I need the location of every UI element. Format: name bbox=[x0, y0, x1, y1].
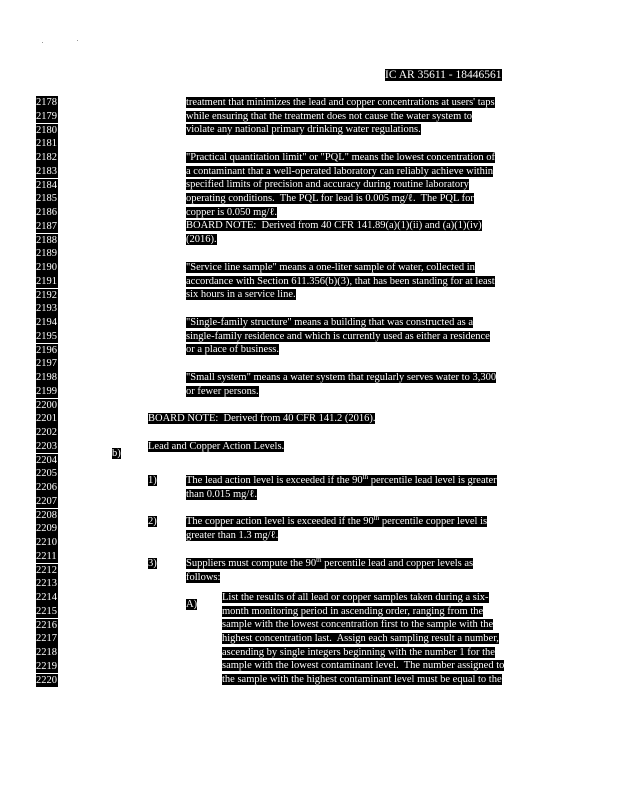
section-heading-action-levels bbox=[148, 440, 284, 454]
text-line: single-family residence and which is currently used as either a residence bbox=[186, 330, 490, 342]
paragraph-treatment bbox=[186, 96, 495, 137]
text-line: highest concentration last. Assign each sampling result a number, bbox=[222, 633, 499, 645]
text-line: (2016). bbox=[186, 234, 217, 246]
line-number: 2215 bbox=[36, 605, 57, 617]
line-number: 2206 bbox=[36, 482, 57, 493]
marker-b: b) bbox=[112, 448, 121, 459]
scan-speck bbox=[42, 42, 43, 43]
board-note bbox=[148, 412, 375, 426]
line-number: 2197 bbox=[36, 358, 57, 370]
paragraph-service-line-sample bbox=[186, 261, 495, 302]
document-code-header: IC AR 35611 - 18446561 bbox=[385, 69, 502, 81]
line-number: 2186 bbox=[36, 207, 57, 218]
line-number: 2209 bbox=[36, 523, 57, 535]
line-number: 2218 bbox=[36, 647, 57, 658]
text-line: sample with the lowest contaminant level. The number assigned to bbox=[222, 660, 505, 672]
paragraph-copper-action-level: The copper action level is exceeded if the 90th percentile copper level is greater than 1.3 mg/ℓ. bbox=[186, 514, 488, 541]
line-number: 2192 bbox=[36, 289, 57, 301]
text-line: or fewer persons. bbox=[186, 385, 259, 397]
line-number: 2182 bbox=[36, 152, 57, 163]
marker-3: 3) bbox=[148, 558, 157, 569]
line-number: 2191 bbox=[36, 275, 57, 287]
line-number: 2205 bbox=[36, 468, 57, 480]
text-line: "Small system" means a water system that regularly serves water to 3,300 bbox=[186, 372, 497, 383]
line-number: 2199 bbox=[36, 385, 57, 397]
text-line: ascending by single integers beginning with the number 1 for the bbox=[222, 646, 495, 658]
text-line: accordance with Section 611.356(b)(3), that has been standing for at least bbox=[186, 275, 495, 287]
paragraph-pql-definition bbox=[186, 151, 495, 247]
text-line: "Single-family structure" means a building that was constructed as a bbox=[186, 317, 474, 328]
text-line: the sample with the highest contaminant level must be equal to the bbox=[222, 674, 502, 686]
text-line: "Service line sample" means a one-liter sample of water, collected in bbox=[186, 262, 475, 273]
line-number: 2184 bbox=[36, 179, 57, 191]
paragraph-list-results bbox=[222, 591, 504, 687]
line-number: 2207 bbox=[36, 495, 57, 507]
line-number: 2187 bbox=[36, 220, 57, 232]
text-line: operating conditions. The PQL for lead is 0.005 mg/ℓ. The PQL for bbox=[186, 193, 474, 205]
text-line: while ensuring that the treatment does not cause the water system to bbox=[186, 110, 473, 122]
line-number: 2181 bbox=[36, 138, 57, 150]
paragraph-compute-percentile: Suppliers must compute the 90th percentile lead and copper levels as follows: bbox=[186, 556, 474, 583]
line-number: 2213 bbox=[36, 578, 57, 590]
line-number: 2200 bbox=[36, 399, 57, 411]
line-number: 2204 bbox=[36, 454, 57, 466]
line-number: 2185 bbox=[36, 193, 57, 205]
text-line: specified limits of precision and accuracy during routine laboratory bbox=[186, 179, 469, 191]
text-line: copper is 0.050 mg/ℓ. bbox=[186, 206, 278, 218]
line-number: 2190 bbox=[36, 262, 57, 273]
line-number: 2214 bbox=[36, 592, 57, 603]
line-number: 2193 bbox=[36, 303, 57, 315]
text-line: sample with the lowest concentration first to the sample with the bbox=[222, 619, 494, 631]
marker-A: A) bbox=[186, 599, 198, 610]
text-line: BOARD NOTE: Derived from 40 CFR 141.89(a)(1)(ii) and (a)(1)(iv) bbox=[186, 220, 482, 232]
line-number: 2203 bbox=[36, 440, 57, 452]
text-line: "Practical quantitation limit" or "PQL" means the lowest concentration of bbox=[186, 152, 496, 163]
paragraph-small-system bbox=[186, 371, 496, 398]
line-number: 2180 bbox=[36, 124, 57, 136]
text-line: or a place of business. bbox=[186, 344, 280, 356]
line-number: 2188 bbox=[36, 234, 57, 246]
line-number: 2201 bbox=[36, 413, 57, 425]
line-number: 2183 bbox=[36, 165, 57, 177]
text-line: violate any national primary drinking water regulations. bbox=[186, 124, 421, 136]
text-line: Lead and Copper Action Levels. bbox=[148, 440, 285, 452]
line-number: 2216 bbox=[36, 619, 57, 631]
text-line: List the results of all lead or copper samples taken during a six- bbox=[222, 592, 489, 603]
text-line: month monitoring period in ascending order, ranging from the bbox=[222, 605, 484, 617]
marker-2: 2) bbox=[148, 516, 157, 527]
line-number: 2208 bbox=[36, 509, 57, 521]
line-number: 2189 bbox=[36, 248, 57, 260]
line-number: 2212 bbox=[36, 564, 57, 576]
line-number: 2211 bbox=[36, 550, 57, 562]
text-line: BOARD NOTE: Derived from 40 CFR 141.2 (2016). bbox=[148, 413, 376, 425]
line-number: 2220 bbox=[36, 674, 57, 686]
line-number: 2219 bbox=[36, 660, 57, 672]
line-number: 2210 bbox=[36, 537, 57, 548]
text-line: six hours in a service line. bbox=[186, 289, 296, 301]
scan-speck bbox=[77, 40, 78, 41]
paragraph-single-family-structure bbox=[186, 316, 490, 357]
line-number: 2179 bbox=[36, 110, 57, 122]
marker-1: 1) bbox=[148, 475, 157, 486]
line-number: 2194 bbox=[36, 317, 57, 328]
line-number: 2202 bbox=[36, 427, 57, 438]
line-number: 2217 bbox=[36, 633, 57, 645]
line-number: 2195 bbox=[36, 330, 57, 342]
text-line: a contaminant that a well-operated laboratory can reliably achieve within bbox=[186, 165, 493, 177]
line-number: 2198 bbox=[36, 372, 57, 383]
paragraph-lead-action-level: The lead action level is exceeded if the 90th percentile lead level is greater than 0.015 mg/ℓ. bbox=[186, 473, 497, 500]
line-number: 2178 bbox=[36, 97, 57, 108]
line-number: 2196 bbox=[36, 344, 57, 356]
text-line: treatment that minimizes the lead and copper concentrations at users' taps bbox=[186, 97, 495, 108]
